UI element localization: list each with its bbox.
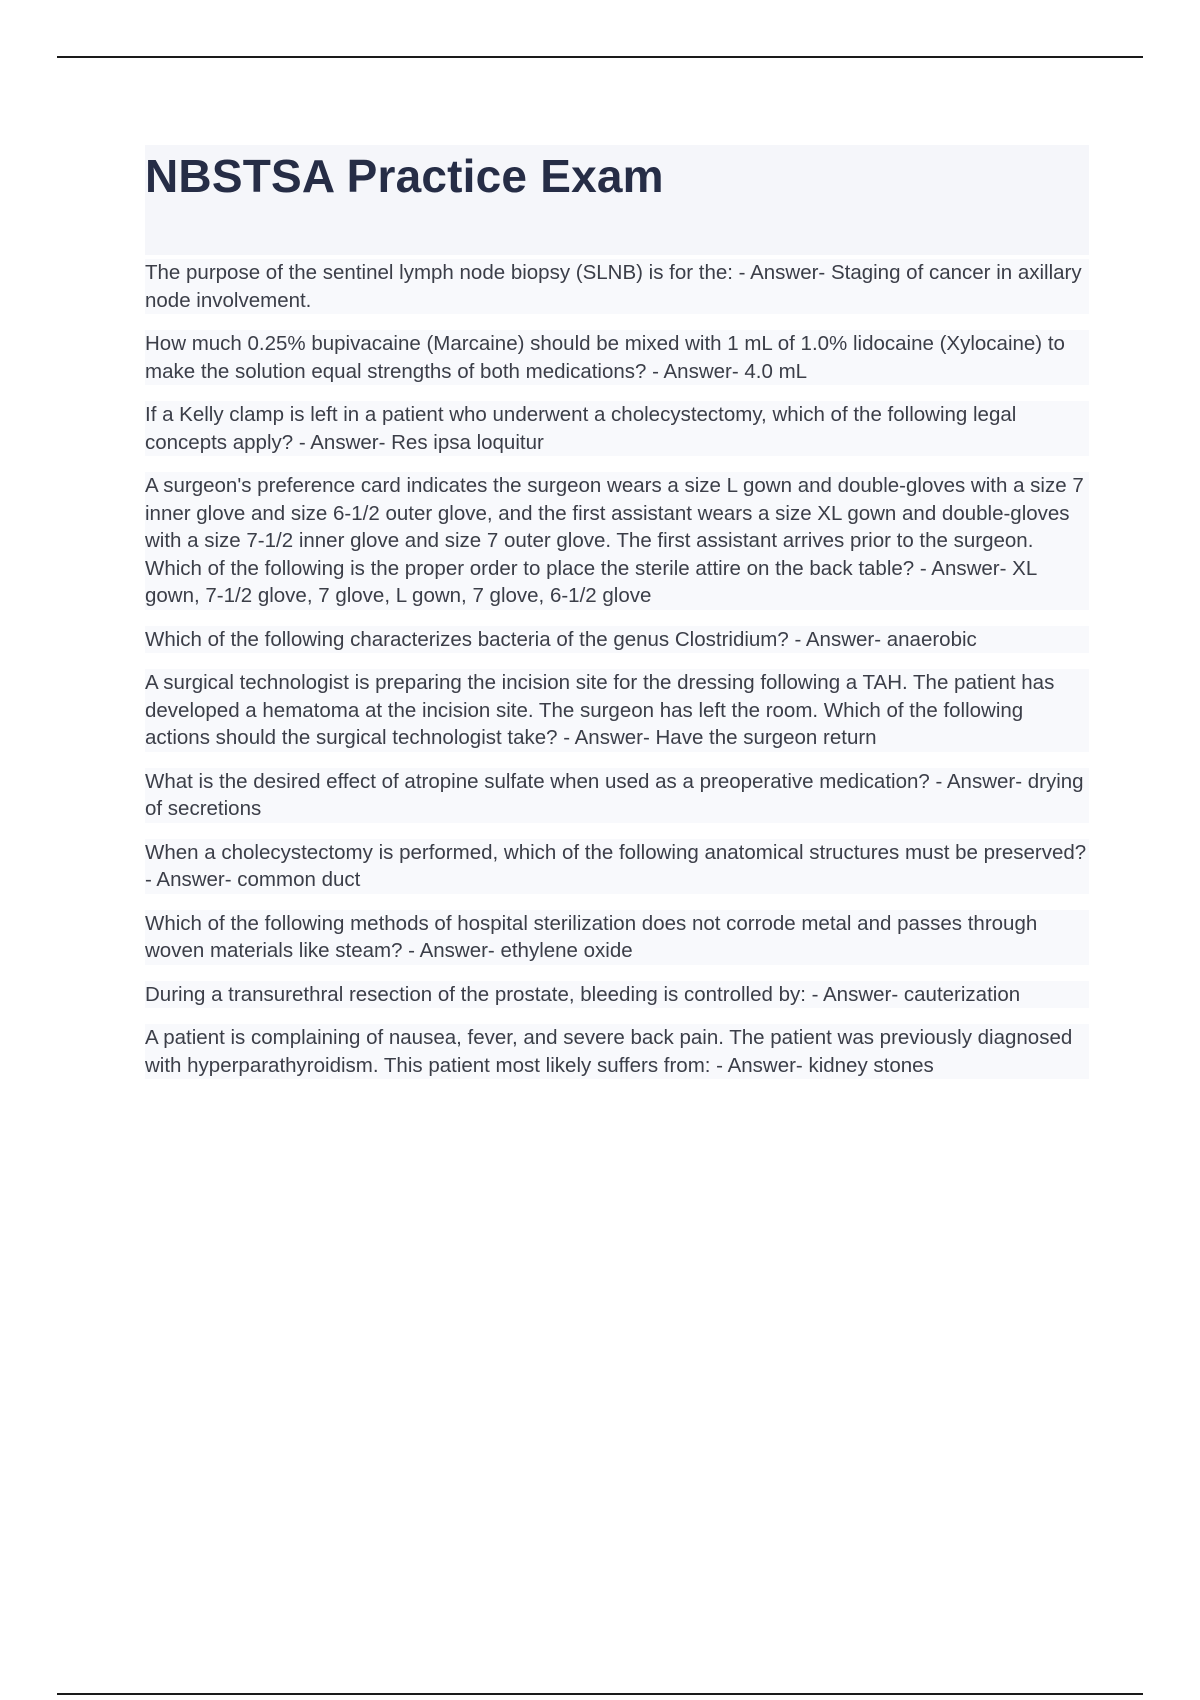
qa-item: A surgeon's preference card indicates the surgeon wears a size L gown and double-gloves with a size 7 inner glove and size 6-1/2 outer glove, and the first assistant wears a size XL gown and double-gloves with a size 7-1/2 inner glove and size 7 outer glove. The first assistant arrives prior to the surgeon. Which of the following is the proper order to place the sterile attire on the back table? - Answer- XL gown, 7-1/2 glove, 7 glove, L gown, 7 glove, 6-1/2 glove	[145, 472, 1089, 610]
top-rule	[57, 56, 1143, 58]
qa-item: A patient is complaining of nausea, fever, and severe back pain. The patient was previously diagnosed with hyperparathyroidism. This patient most likely suffers from: - Answer- kidney stones	[145, 1024, 1089, 1079]
qa-item: During a transurethral resection of the prostate, bleeding is controlled by: - Answer- cauterization	[145, 981, 1089, 1009]
qa-item: If a Kelly clamp is left in a patient who underwent a cholecystectomy, which of the following legal concepts apply? - Answer- Res ipsa loquitur	[145, 401, 1089, 456]
qa-item: The purpose of the sentinel lymph node biopsy (SLNB) is for the: - Answer- Staging of cancer in axillary node involvement.	[145, 259, 1089, 314]
qa-item: How much 0.25% bupivacaine (Marcaine) should be mixed with 1 mL of 1.0% lidocaine (Xylocaine) to make the solution equal strengths of both medications? - Answer- 4.0 mL	[145, 330, 1089, 385]
qa-item: A surgical technologist is preparing the incision site for the dressing following a TAH. The patient has developed a hematoma at the incision site. The surgeon has left the room. Which of the following actions should the surgical technologist take? - Answer- Have the surgeon return	[145, 669, 1089, 752]
qa-item: Which of the following characterizes bacteria of the genus Clostridium? - Answer- anaerobic	[145, 626, 1089, 654]
qa-item: When a cholecystectomy is performed, which of the following anatomical structures must be preserved? - Answer- common duct	[145, 839, 1089, 894]
bottom-rule	[57, 1693, 1143, 1695]
page-title: NBSTSA Practice Exam	[145, 150, 664, 202]
qa-list	[145, 259, 1089, 1079]
page-content	[145, 145, 1089, 1079]
qa-item: Which of the following methods of hospital sterilization does not corrode metal and passes through woven materials like steam? - Answer- ethylene oxide	[145, 910, 1089, 965]
title-band	[145, 145, 1089, 255]
qa-item: What is the desired effect of atropine sulfate when used as a preoperative medication? - Answer- drying of secretions	[145, 768, 1089, 823]
